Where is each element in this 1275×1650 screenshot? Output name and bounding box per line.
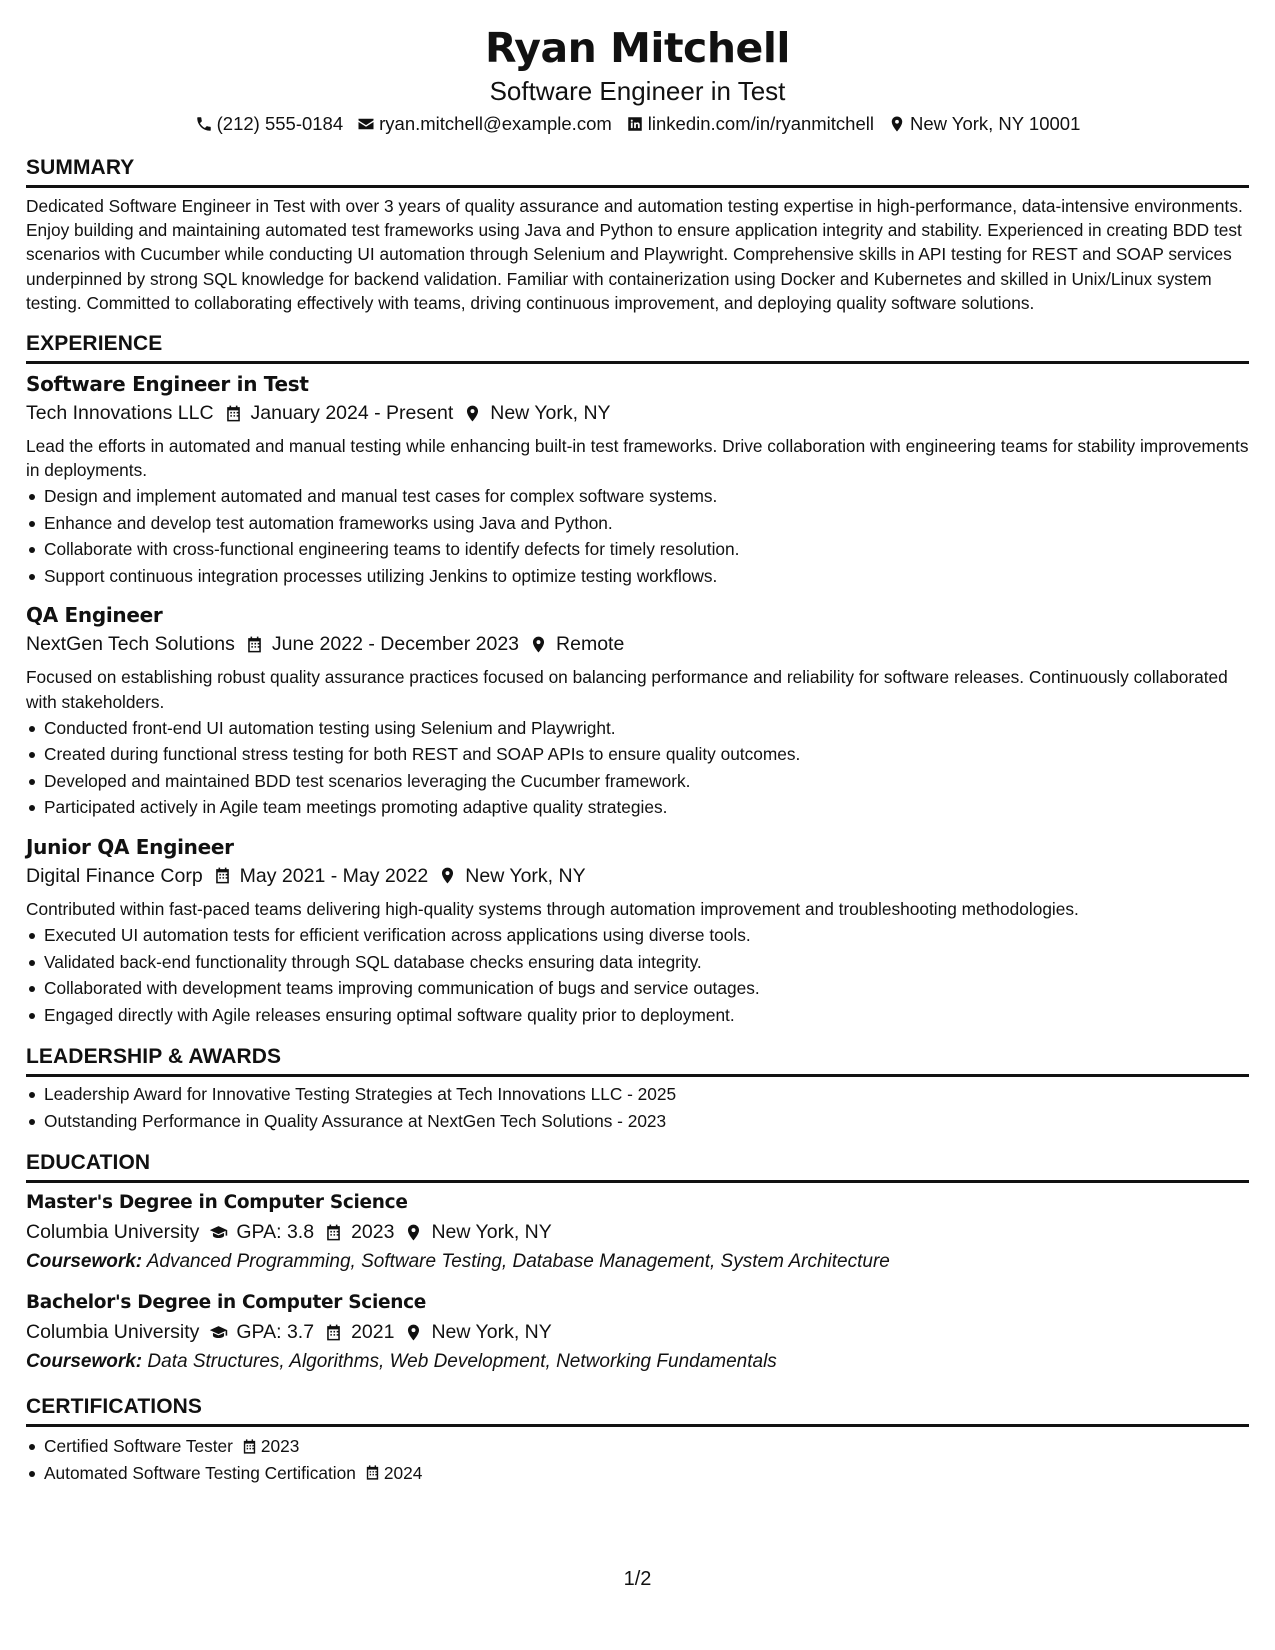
job-bullet: Developed and maintained BDD test scenarios leveraging the Cucumber framework. bbox=[26, 768, 1249, 795]
job-entry bbox=[26, 833, 1249, 1028]
graduation-year: 2021 bbox=[351, 1321, 395, 1344]
contact-bar bbox=[26, 112, 1249, 136]
summary-section bbox=[26, 154, 1249, 315]
leadership-section bbox=[26, 1043, 1249, 1134]
envelope-icon bbox=[357, 115, 375, 133]
coursework bbox=[26, 1247, 1249, 1277]
certification-item bbox=[26, 1460, 1249, 1487]
graduation-cap-icon bbox=[209, 1223, 228, 1242]
job-bullets bbox=[26, 715, 1249, 821]
job-title: Software Engineer in Test bbox=[26, 372, 309, 397]
education-entry bbox=[26, 1189, 1249, 1277]
map-pin-icon bbox=[888, 115, 906, 133]
school-name: Columbia University bbox=[26, 1221, 200, 1244]
job-title: Junior QA Engineer bbox=[26, 834, 234, 859]
job-description: Contributed within fast-paced teams delivering high-quality systems through automation improvement and troubleshooting methodologies. bbox=[26, 898, 1079, 919]
phone-text: (212) 555-0184 bbox=[216, 113, 344, 134]
certification-item bbox=[26, 1433, 1249, 1460]
degree-title: Master's Degree in Computer Science bbox=[26, 1192, 408, 1214]
summary-text: Dedicated Software Engineer in Test with over 3 years of quality assurance and automation testing expertise in high-performance, data-intensive environments. Enjoy building and maintaining automated test frameworks using Java and Python to ensure application integrity and stability. Experienced in creating BDD test scenarios with Cucumber while conducting UI automation through Selenium and Playwright. Comprehensive skills in API testing for REST and SOAP services underpinned by strong SQL knowledge for backend validation. Familiar with containerization using Docker and Kubernetes and skilled in Unix/Linux system testing. Committed to collaborating effectively with teams, driving continuous improvement, and deploying quality software solutions. bbox=[26, 196, 1243, 313]
contact-linkedin[interactable] bbox=[626, 112, 874, 136]
calendar-icon bbox=[245, 635, 264, 654]
job-dates: January 2024 - Present bbox=[250, 402, 454, 425]
job-bullet: Support continuous integration processes utilizing Jenkins to optimize testing workflows. bbox=[26, 563, 1249, 590]
map-pin-icon bbox=[438, 866, 457, 885]
coursework-list: Advanced Programming, Software Testing, Database Management, System Architecture bbox=[146, 1251, 890, 1273]
calendar-icon bbox=[224, 404, 243, 423]
certifications-list bbox=[26, 1433, 1249, 1486]
contact-location bbox=[888, 112, 1080, 136]
school-name: Columbia University bbox=[26, 1321, 200, 1344]
job-bullet: Engaged directly with Agile releases ensuring optimal software quality prior to deployment. bbox=[26, 1002, 1249, 1029]
map-pin-icon bbox=[463, 404, 482, 423]
phone-icon bbox=[195, 115, 213, 133]
job-company: Digital Finance Corp bbox=[26, 864, 203, 887]
job-title: QA Engineer bbox=[26, 603, 163, 628]
coursework-list: Data Structures, Algorithms, Web Development, Networking Fundamentals bbox=[147, 1351, 777, 1373]
calendar-icon bbox=[241, 1438, 258, 1455]
resume-header bbox=[26, 20, 1249, 136]
map-pin-icon bbox=[529, 635, 548, 654]
section-title-experience: EXPERIENCE bbox=[26, 330, 1249, 364]
job-bullet: Enhance and develop test automation frameworks using Java and Python. bbox=[26, 510, 1249, 537]
job-dates: June 2022 - December 2023 bbox=[271, 633, 520, 656]
job-location: New York, NY bbox=[490, 402, 611, 425]
certification-name: Certified Software Tester bbox=[44, 1436, 233, 1457]
certification-name: Automated Software Testing Certification bbox=[44, 1462, 356, 1483]
coursework-label: Coursework: bbox=[26, 1251, 143, 1273]
section-title-certifications: CERTIFICATIONS bbox=[26, 1393, 1249, 1427]
job-bullet: Executed UI automation tests for efficient verification across applications using diverse tools. bbox=[26, 922, 1249, 949]
school-location: New York, NY bbox=[431, 1221, 552, 1244]
education-meta bbox=[26, 1217, 1249, 1247]
job-bullet: Collaborate with cross-functional engineering teams to identify defects for timely resolution. bbox=[26, 536, 1249, 563]
job-entry bbox=[26, 370, 1249, 589]
job-location: New York, NY bbox=[465, 864, 586, 887]
job-bullet: Validated back-end functionality through SQL database checks ensuring data integrity. bbox=[26, 949, 1249, 976]
education-section bbox=[26, 1149, 1249, 1377]
job-bullets bbox=[26, 483, 1249, 589]
gpa: GPA: 3.8 bbox=[236, 1221, 315, 1244]
school-location: New York, NY bbox=[431, 1321, 552, 1344]
job-meta bbox=[26, 398, 1249, 428]
contact-phone bbox=[195, 112, 344, 136]
graduation-cap-icon bbox=[209, 1323, 228, 1342]
map-pin-icon bbox=[404, 1223, 423, 1242]
job-bullet: Participated actively in Agile team meetings promoting adaptive quality strategies. bbox=[26, 794, 1249, 821]
job-bullet: Collaborated with development teams improving communication of bugs and service outages. bbox=[26, 975, 1249, 1002]
candidate-name: Ryan Mitchell bbox=[485, 24, 790, 72]
job-description: Focused on establishing robust quality assurance practices focused on balancing performance and reliability for software releases. Continuously collaborated with stakeholders. bbox=[26, 667, 1228, 712]
section-title-leadership: LEADERSHIP & AWARDS bbox=[26, 1043, 1249, 1077]
graduation-year: 2023 bbox=[351, 1221, 395, 1244]
award-item: Outstanding Performance in Quality Assurance at NextGen Tech Solutions - 2023 bbox=[26, 1108, 1249, 1135]
certification-year: 2023 bbox=[260, 1436, 300, 1457]
section-title-summary: SUMMARY bbox=[26, 154, 1249, 188]
page-number: 1/2 bbox=[623, 1568, 652, 1590]
experience-section bbox=[26, 330, 1249, 1028]
section-title-education: EDUCATION bbox=[26, 1149, 1249, 1183]
job-meta bbox=[26, 629, 1249, 659]
linkedin-text[interactable]: linkedin.com/in/ryanmitchell bbox=[647, 113, 874, 134]
gpa: GPA: 3.7 bbox=[236, 1321, 315, 1344]
map-pin-icon bbox=[404, 1323, 423, 1342]
location-text: New York, NY 10001 bbox=[909, 113, 1081, 134]
job-description: Lead the efforts in automated and manual testing while enhancing built-in test frameworks. Drive collaboration with engineering teams for stability improvements in deployments. bbox=[26, 436, 1249, 481]
certification-year: 2024 bbox=[383, 1462, 423, 1483]
job-bullets bbox=[26, 922, 1249, 1028]
calendar-icon bbox=[364, 1464, 381, 1481]
calendar-icon bbox=[324, 1223, 343, 1242]
candidate-title: Software Engineer in Test bbox=[489, 76, 786, 106]
linkedin-icon bbox=[626, 115, 644, 133]
degree-title: Bachelor's Degree in Computer Science bbox=[26, 1292, 427, 1314]
calendar-icon bbox=[324, 1323, 343, 1342]
calendar-icon bbox=[213, 866, 232, 885]
email-text[interactable]: ryan.mitchell@example.com bbox=[379, 113, 612, 134]
coursework bbox=[26, 1347, 1249, 1377]
job-bullet: Conducted front-end UI automation testing using Selenium and Playwright. bbox=[26, 715, 1249, 742]
job-bullet: Design and implement automated and manual test cases for complex software systems. bbox=[26, 483, 1249, 510]
job-dates: May 2021 - May 2022 bbox=[239, 864, 429, 887]
job-location: Remote bbox=[556, 633, 625, 656]
job-company: Tech Innovations LLC bbox=[26, 402, 214, 425]
award-item: Leadership Award for Innovative Testing Strategies at Tech Innovations LLC - 2025 bbox=[26, 1081, 1249, 1108]
contact-email[interactable] bbox=[357, 112, 612, 136]
education-entry bbox=[26, 1289, 1249, 1377]
awards-list bbox=[26, 1081, 1249, 1134]
job-meta bbox=[26, 861, 1249, 891]
certifications-section bbox=[26, 1393, 1249, 1486]
coursework-label: Coursework: bbox=[26, 1351, 143, 1373]
job-company: NextGen Tech Solutions bbox=[26, 633, 235, 656]
resume-page bbox=[26, 20, 1249, 1486]
education-meta bbox=[26, 1317, 1249, 1347]
job-bullet: Created during functional stress testing for both REST and SOAP APIs to ensure quality outcomes. bbox=[26, 741, 1249, 768]
job-entry bbox=[26, 601, 1249, 820]
